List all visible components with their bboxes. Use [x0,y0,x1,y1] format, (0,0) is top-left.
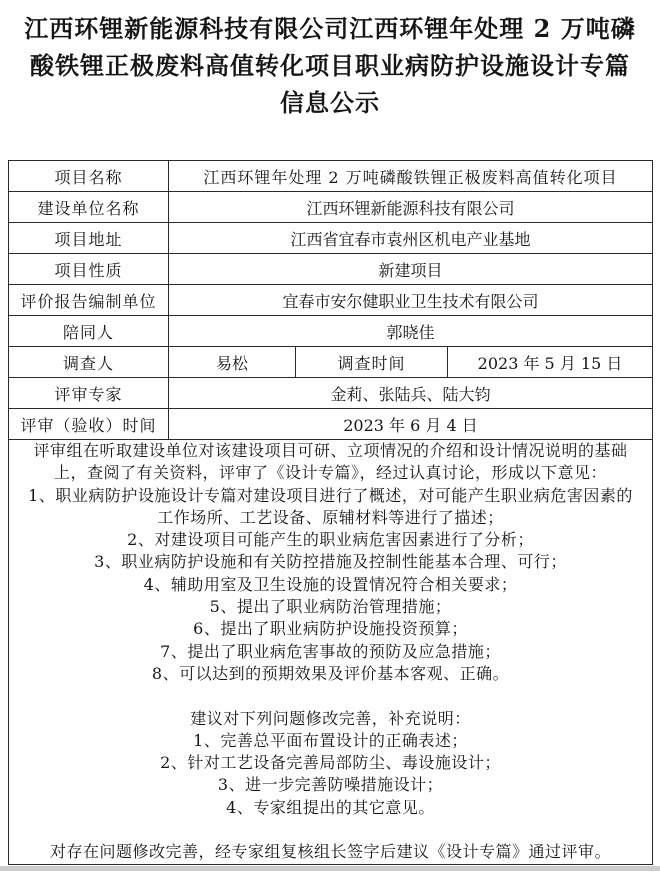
review-opinion-line: 4、专家组提出的其它意见。 [226,797,435,817]
review-opinion-line: 对存在问题修改完善，经专家组复核组长签字后建议《设计专篇》通过评审。 [50,842,612,862]
table-row-report-compiler [9,285,653,316]
review-opinion-line: 4、辅助用室及卫生设施的设置情况符合相关要求； [143,574,518,594]
table-row-project-name [9,161,653,192]
review-opinion-line: 建议对下列问题修改完善，补充说明： [190,708,471,728]
review-opinion-cell [9,440,653,865]
investigation-time-label: 调查时间 [296,347,448,378]
table-row-accompanying-person [9,316,653,347]
project-nature-label: 项目性质 [9,254,169,285]
accompanying-person-value: 郭晓佳 [169,316,653,347]
review-opinion-blank-line [13,819,648,841]
project-nature-value: 新建项目 [169,254,653,285]
project-address-label: 项目地址 [9,223,169,254]
document-title-line-1: 江西环锂新能源科技有限公司江西环锂年处理 2 万吨磷 [24,14,636,43]
construction-unit-value: 江西环锂新能源科技有限公司 [169,192,653,223]
table-row-review-time [9,409,653,440]
table-row-investigator [9,347,653,378]
review-experts-value: 金莉、张陆兵、陆大钧 [169,378,653,409]
project-name-label: 项目名称 [9,161,169,192]
report-compiler-label: 评价报告编制单位 [9,285,169,316]
scan-artifact-strip [0,866,660,871]
table-row-construction-unit [9,192,653,223]
table-row-project-address [9,223,653,254]
table-row-review-experts [9,378,653,409]
table-row-project-nature [9,254,653,285]
document-title [0,10,660,121]
construction-unit-label: 建设单位名称 [9,192,169,223]
review-opinion-line: 7、提出了职业病危害事故的预防及应急措施； [160,641,501,661]
review-opinion-line: 工作场所、工艺设备、原辅材料等进行了描述； [157,507,504,527]
project-address-value: 江西省宜春市袁州区机电产业基地 [169,223,653,254]
project-name-value: 江西环锂年处理 2 万吨磷酸铁锂正极废料高值转化项目 [169,161,653,192]
review-opinion-line: 3、进一步完善防噪措施设计； [217,775,444,795]
project-info-table [8,160,653,865]
report-compiler-value: 宜春市安尔健职业卫生技术有限公司 [169,285,653,316]
review-opinion-line: 3、职业病防护设施和有关防控措施及控制性能基本合理、可行； [94,552,567,572]
review-opinion-line: 上，查阅了有关资料，评审了《设计专篇》，经过认真讨论，形成以下意见： [54,463,608,483]
review-opinion-line: 8、可以达到的预期效果及评价基本客观、正确。 [151,663,510,683]
document-title-line-3: 信息公示 [280,88,380,117]
table-row-review-opinion [9,440,653,865]
accompanying-person-label: 陪同人 [9,316,169,347]
review-opinion-line: 2、针对工艺设备完善局部防尘、毒设施设计； [160,753,501,773]
investigator-value: 易松 [169,347,296,378]
review-opinion-line: 5、提出了职业病防治管理措施； [209,597,452,617]
investigator-label: 调查人 [9,347,169,378]
review-time-value: 2023 年 6 月 4 日 [169,409,653,440]
review-opinion-line: 6、提出了职业病防护设施投资预算； [193,619,468,639]
review-opinion-line: 1、职业病防护设施设计专篇对建设项目进行了概述，对可能产生职业病危害因素的 [28,485,633,505]
review-opinion-blank-line [13,685,648,707]
review-opinion-line: 评审组在听取建设单位对该建设项目可研、立项情况的介绍和设计情况说明的基础 [33,441,628,460]
review-time-label: 评审（验收）时间 [9,409,169,440]
investigation-time-value: 2023 年 5 月 15 日 [448,347,653,378]
review-experts-label: 评审专家 [9,378,169,409]
review-opinion-line: 1、完善总平面布置设计的正确表述； [193,730,468,750]
review-opinion-line: 2、对建设项目可能产生的职业病危害因素进行了分析； [127,530,534,550]
document-title-line-2: 酸铁锂正极废料高值转化项目职业病防护设施设计专篇 [30,51,630,80]
